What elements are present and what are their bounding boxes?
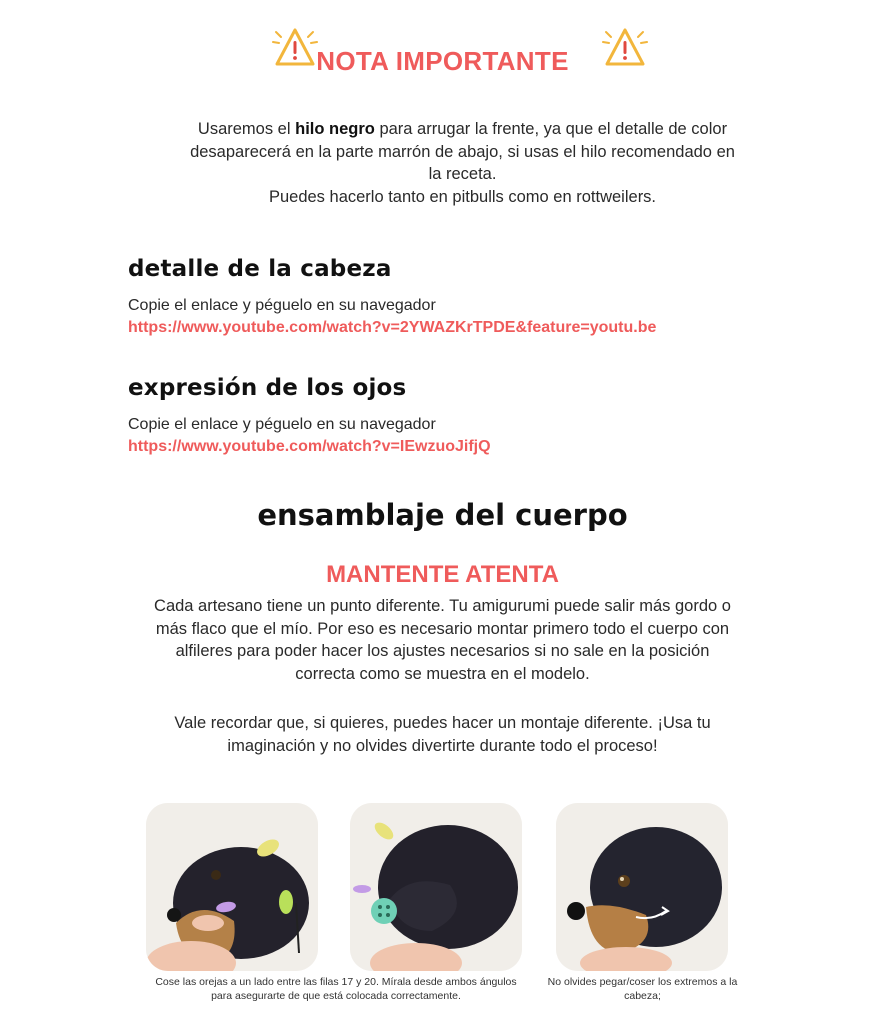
assembly-paragraph-1: Cada artesano tiene un punto diferente. Tu amigurumi puede salir más gordo o más flaco que el mío. Por eso es necesario montar primero todo el cuerpo con alfileres para poder hacer los ajustes necesarios si no sale en la posición correcta como se muestra en el modelo. [154,597,731,683]
intro-part3: Puedes hacerlo tanto en pitbulls como en rottweilers. [268,187,657,206]
assembly-heading: ensamblaje del cuerpo [257,498,628,532]
photo-muzzle-attached [556,803,728,971]
photo-ear-placement-back [350,803,522,971]
video-link-eyes[interactable]: https://www.youtube.com/watch?v=IEwzuoJifjQ [128,438,491,455]
video-link-head-detail[interactable]: https://www.youtube.com/watch?v=2YWAZKrTPDE&feature=youtu.be [128,319,657,336]
page-title: NOTA IMPORTANTE [316,46,569,76]
intro-text [190,118,735,208]
section-instruction: Copie el enlace y péguelo en su navegador [128,297,436,314]
intro-bold: hilo negro [295,120,375,138]
section-instruction: Copie el enlace y péguelo en su navegador [128,416,436,433]
assembly-paragraph-2: Vale recordar que, si quieres, puedes hacer un montaje diferente. ¡Usa tu imaginación y no olvides divertirte durante todo el proceso! [174,714,711,755]
intro-part2: para arrugar la frente, ya que el detalle de color desaparecerá en la parte marrón de abajo, si usas el hilo recomendado en la receta. [190,120,735,183]
photo-caption-muzzle: No olvides pegar/coser los extremos a la cabeza; [547,976,738,1002]
warning-triangle-icon [602,26,648,68]
section-heading-eyes: expresión de los ojos [128,375,407,401]
photo-ear-placement-side [146,803,318,971]
photo-caption-ears: Cose las orejas a un lado entre las filas 17 y 20. Mírala desde ambos ángulos para asegurarte de que está colocada correctamente. [155,976,517,1002]
section-heading-head-detail: detalle de la cabeza [128,256,392,282]
assembly-subheading: MANTENTE ATENTA [326,561,559,588]
intro-part1: Usaremos el [197,120,296,138]
